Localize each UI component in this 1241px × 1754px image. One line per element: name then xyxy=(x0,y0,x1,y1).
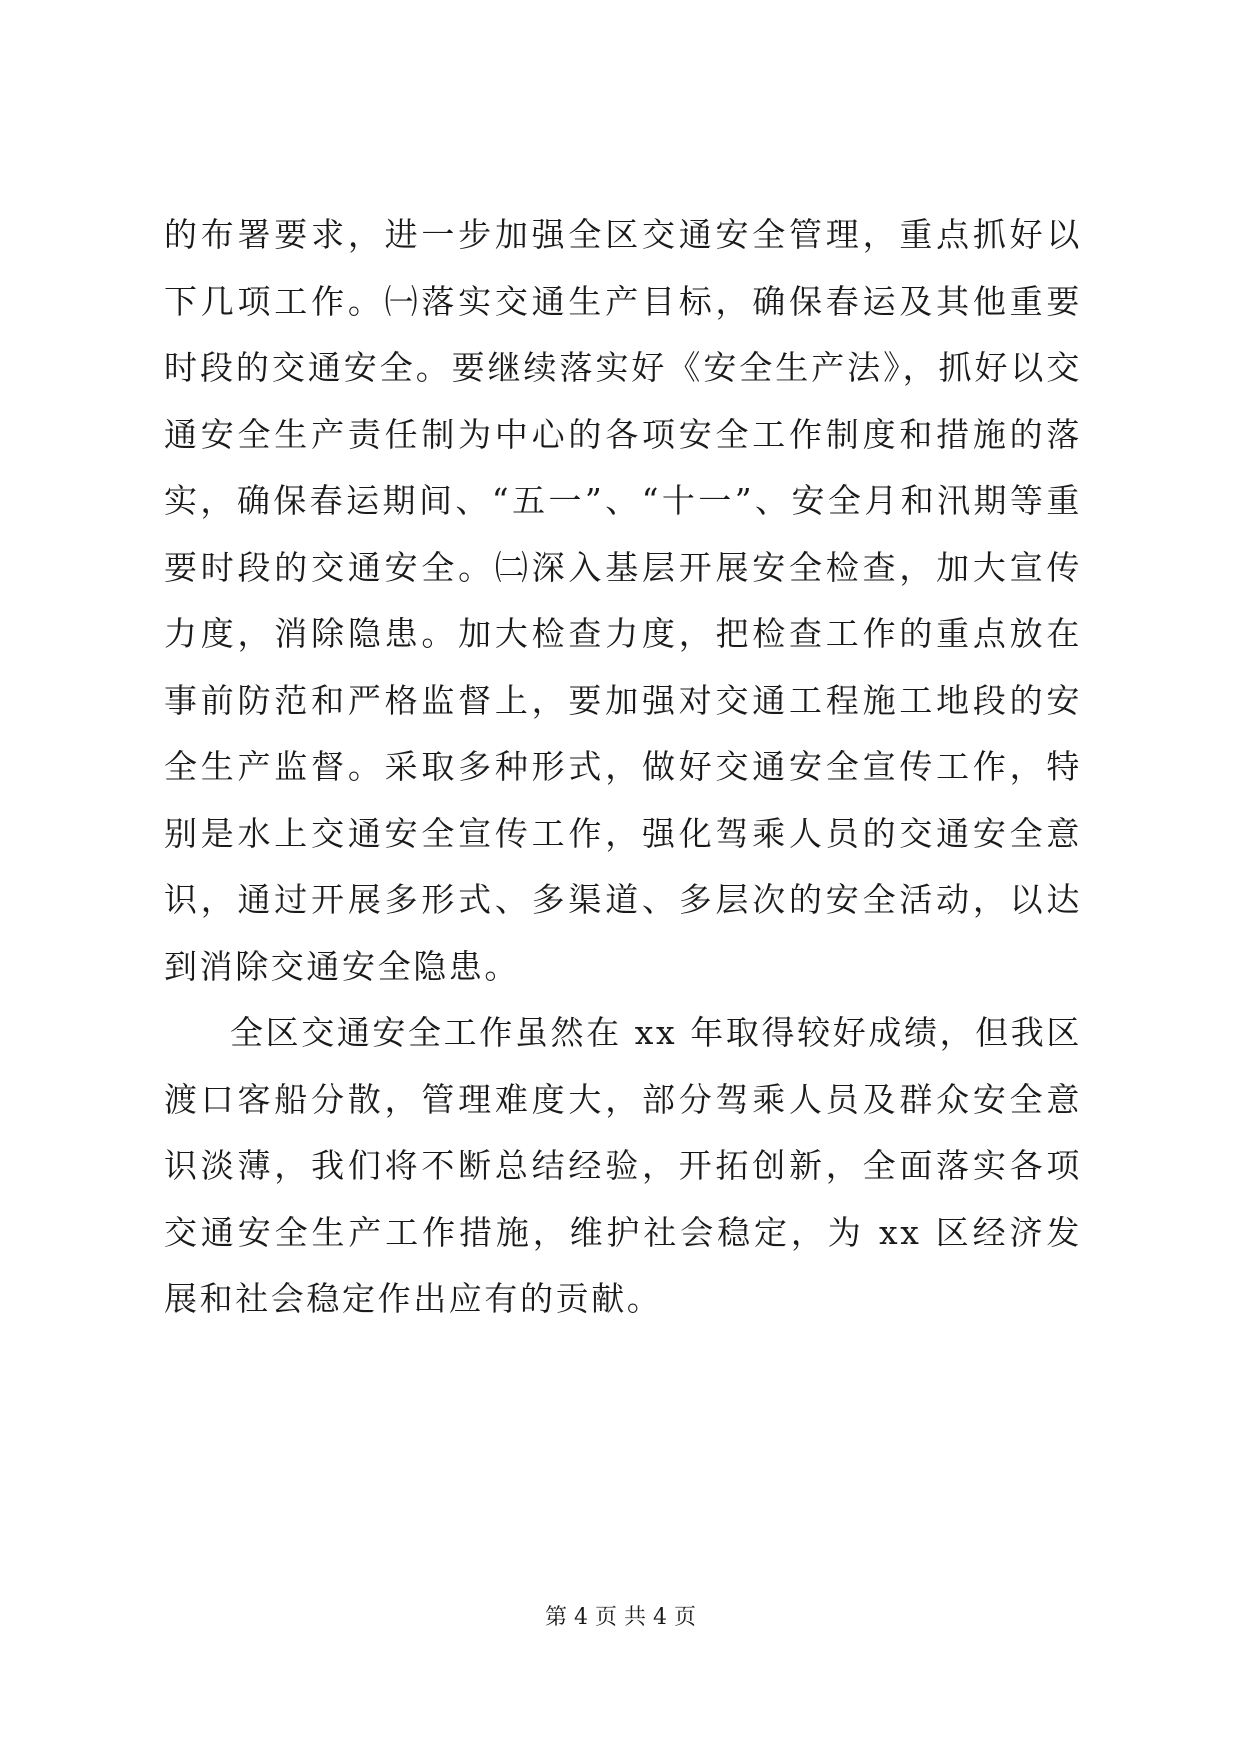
paragraph-conclusion: 全区交通安全工作虽然在 xx 年取得较好成绩，但我区渡口客船分散，管理难度大，部分驾乘人员及群众安全意识淡薄，我们将不断总结经验，开拓创新，全面落实各项交通安全生产工作措施，维护社会稳定，为 xx 区经济发展和社会稳定作出应有的贡献。 xyxy=(164,1013,1082,1318)
paragraph-continued: 的布署要求，进一步加强全区交通安全管理，重点抓好以下几项工作。㈠落实交通生产目标，确保春运及其他重要时段的交通安全。要继续落实好《安全生产法》，抓好以交通安全生产责任制为中心的各项安全工作制度和措施的落实，确保春运期间、“五一”、“十一”、安全月和汛期等重要时段的交通安全。㈡深入基层开展安全检查，加大宣传力度，消除隐患。加大检查力度，把检查工作的重点放在事前防范和严格监督上，要加强对交通工程施工地段的安全生产监督。采取多种形式，做好交通安全宣传工作，特别是水上交通安全宣传工作，强化驾乘人员的交通安全意识，通过开展多形式、多渠道、多层次的安全活动，以达到消除交通安全隐患。 xyxy=(164,215,1082,986)
page-number-footer: 第 4 页 共 4 页 xyxy=(545,1605,696,1630)
document-body xyxy=(164,202,1082,1333)
